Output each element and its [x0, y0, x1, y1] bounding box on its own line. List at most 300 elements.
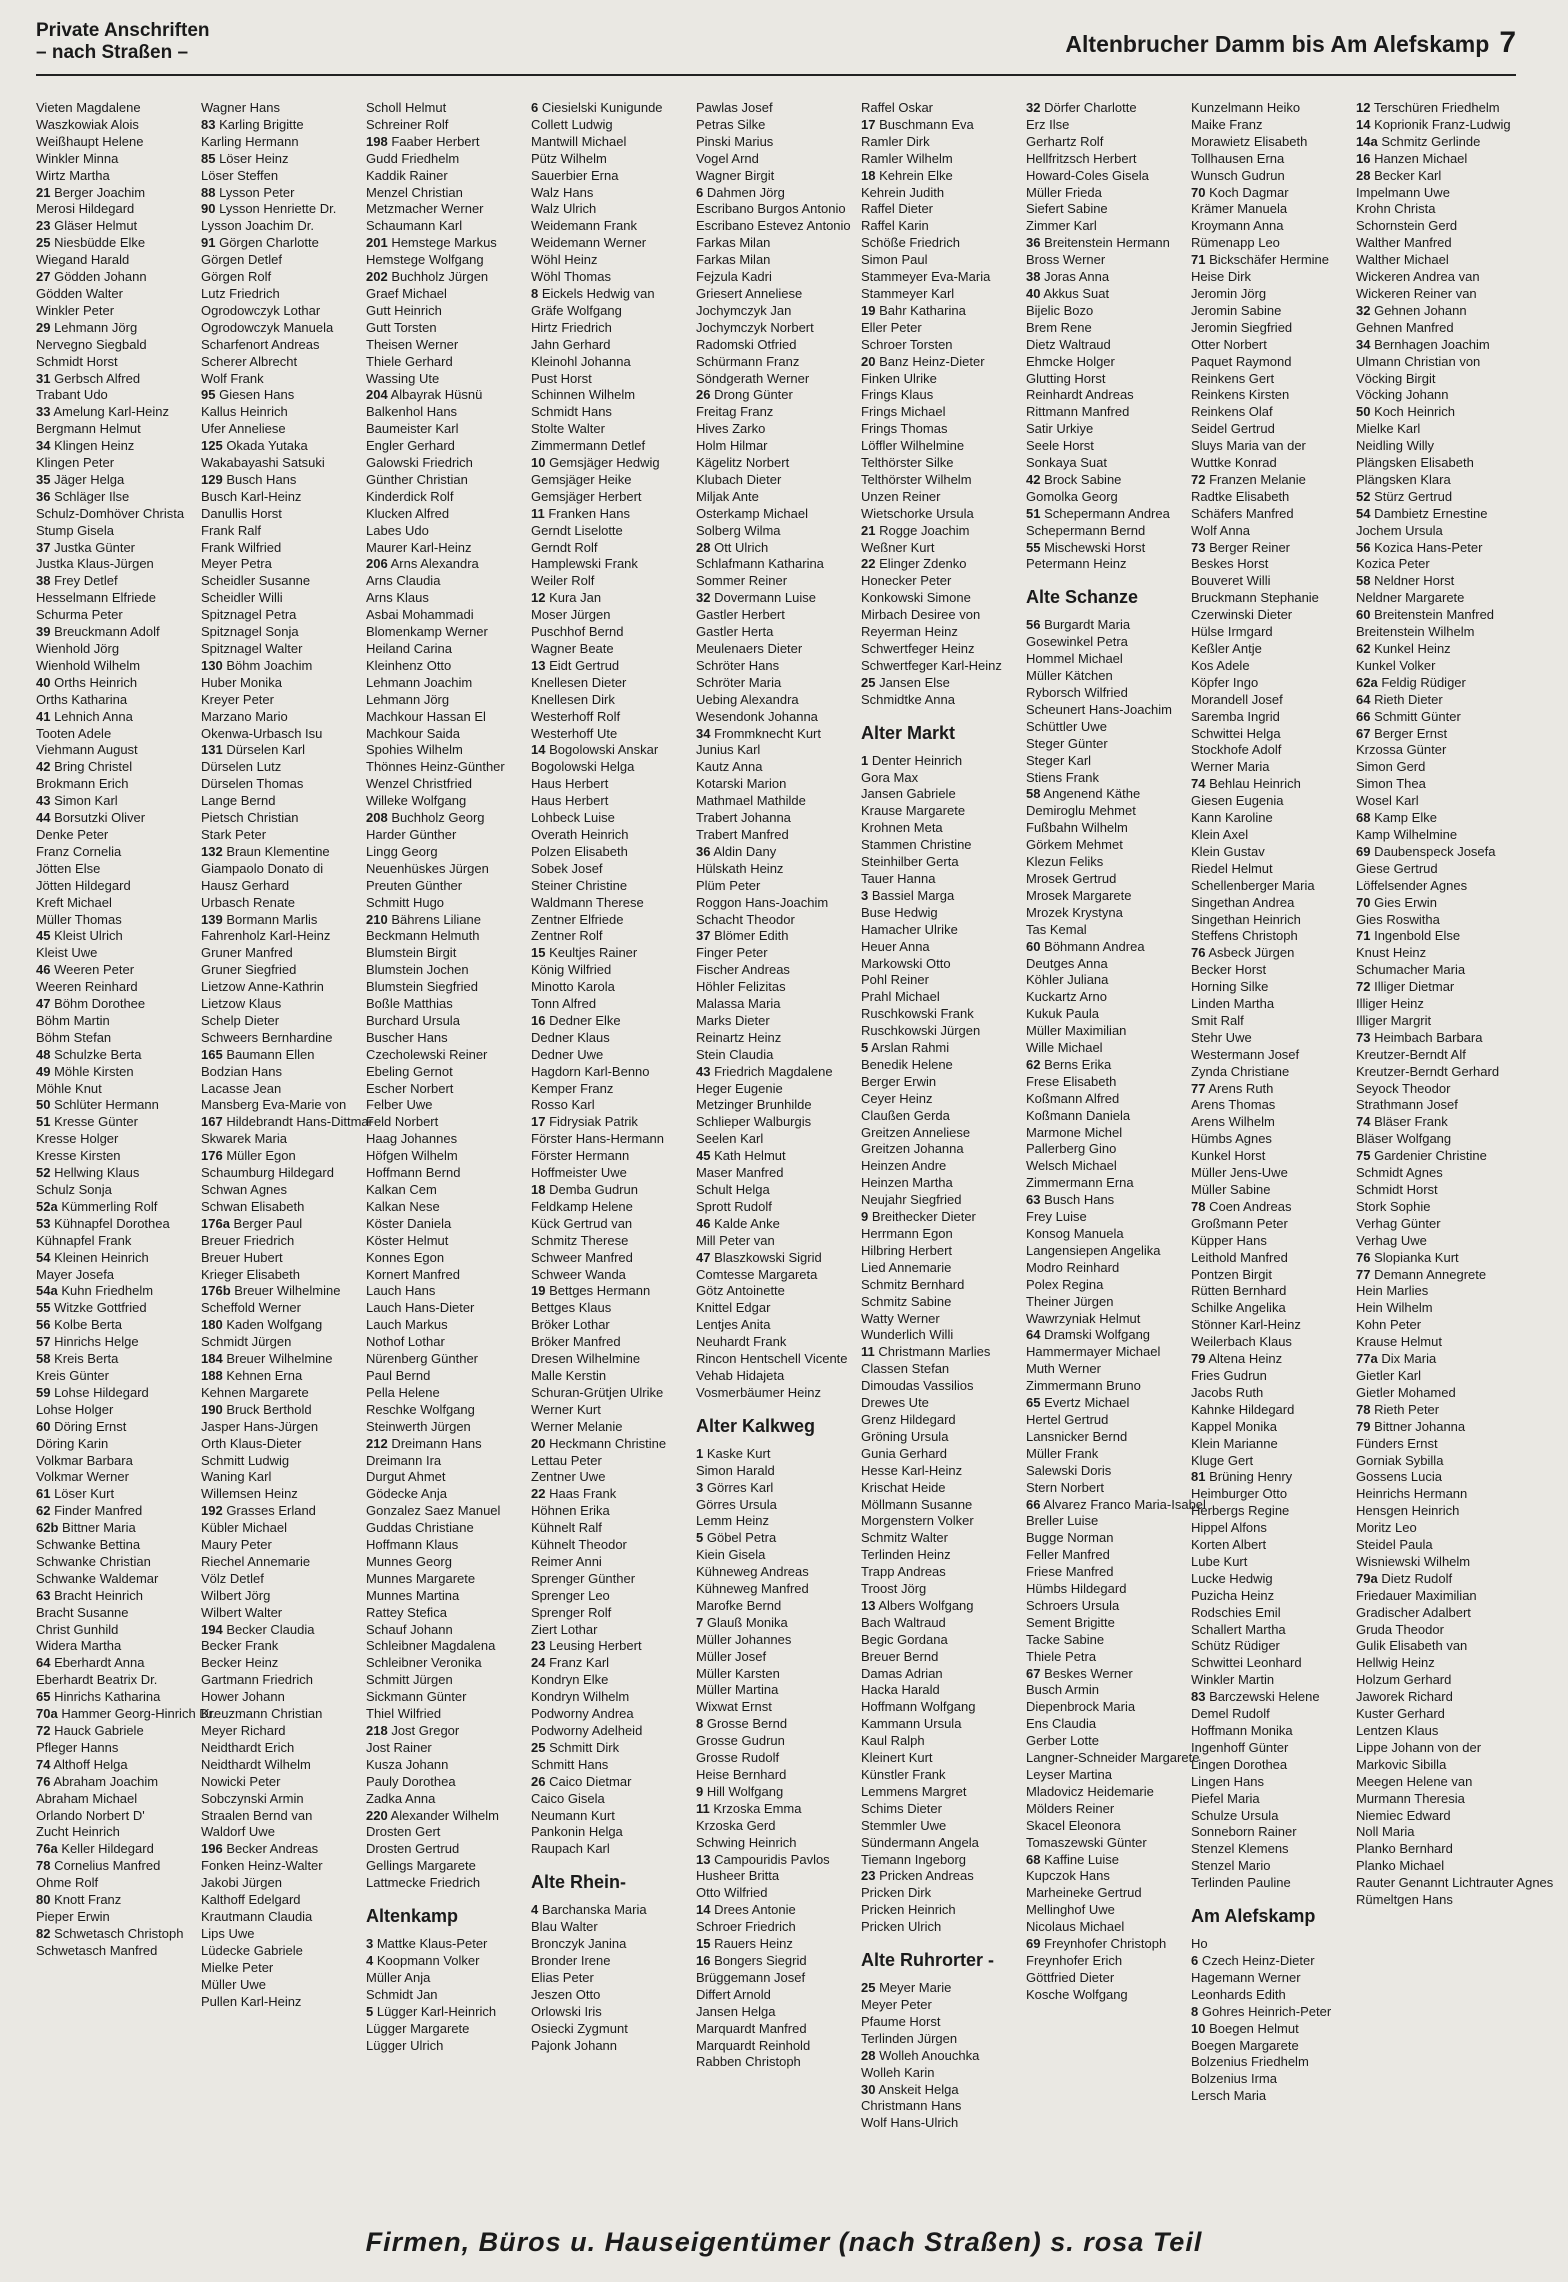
directory-entry: Terlinden Pauline	[1191, 1875, 1291, 1891]
directory-entry: Nervegno Siegbald	[36, 336, 147, 352]
directory-entry: Simon Harald	[696, 1462, 775, 1478]
house-number: 63	[36, 1587, 51, 1603]
directory-entry: Schornstein Gerd	[1356, 218, 1458, 234]
directory-entry: Lentjes Anita	[696, 1317, 771, 1333]
directory-entry: 7 Glauß Monika	[696, 1614, 788, 1630]
house-number: 77	[1191, 1080, 1206, 1096]
page-footer-note: Firmen, Büros u. Hauseigentümer (nach Straßen) s. rosa Teil	[365, 2227, 1203, 2257]
directory-entry: Maike Franz	[1191, 116, 1263, 132]
directory-entry: 5 Lügger Karl-Heinrich	[366, 2003, 497, 2019]
directory-entry: Schuran-Grütjen Ulrike	[531, 1384, 664, 1400]
directory-entry: Müller Jens-Uwe	[1191, 1165, 1288, 1181]
directory-entry: Wesendonk Johanna	[696, 708, 818, 724]
house-number: 60	[36, 1418, 51, 1434]
house-number: 32	[696, 590, 711, 606]
directory-entry: Raffel Oskar	[861, 100, 934, 115]
directory-entry: Kreuzmann Christian	[201, 1706, 323, 1722]
directory-entry: Herrmann Egon	[861, 1226, 953, 1241]
directory-entry: Neuenhüskes Jürgen	[366, 860, 489, 876]
house-number: 64	[1026, 1327, 1041, 1343]
directory-entry: Pust Horst	[531, 370, 592, 386]
directory-entry: Ziert Lothar	[531, 1621, 598, 1637]
directory-entry: Mladovicz Heidemarie	[1026, 1783, 1154, 1799]
directory-entry: Fünders Ernst	[1356, 1435, 1438, 1451]
directory-entry: Schmitz Therese	[531, 1232, 629, 1248]
directory-entry: 6 Czech Heinz-Dieter	[1191, 1952, 1315, 1968]
house-number: 17	[861, 116, 876, 132]
house-number: 83	[201, 116, 216, 132]
house-number: 22	[531, 1486, 546, 1502]
directory-entry: Bolzenius Friedhelm	[1191, 2054, 1309, 2070]
house-number: 1	[861, 752, 869, 768]
directory-entry: Kallus Heinrich	[201, 404, 288, 420]
directory-entry: Zimmermann Detlef	[531, 438, 646, 454]
directory-entry: Otto Wilfried	[696, 1885, 768, 1901]
directory-entry: Heinzen Andre	[861, 1158, 947, 1174]
directory-entry: Podworny Andrea	[531, 1706, 634, 1722]
directory-entry: Trapp Andreas	[861, 1564, 946, 1580]
directory-entry: Wakabayashi Satsuki	[201, 455, 325, 471]
directory-entry: Eberhardt Beatrix Dr.	[36, 1672, 158, 1688]
directory-entry: Bolzenius Irma	[1191, 2071, 1277, 2087]
directory-entry: Marheineke Gertrud	[1026, 1885, 1142, 1901]
directory-entry: 23 Pricken Andreas	[861, 1868, 974, 1884]
house-number: 40	[1026, 285, 1041, 301]
directory-entry: Maury Peter	[201, 1537, 272, 1553]
directory-entry: Wixwat Ernst	[696, 1699, 772, 1715]
directory-entry: Zimmermann Bruno	[1026, 1378, 1141, 1394]
directory-entry: 68 Kaffine Luise	[1026, 1851, 1120, 1867]
directory-entry: Friese Manfred	[1026, 1564, 1114, 1580]
directory-entry: Uebing Alexandra	[696, 691, 799, 707]
directory-entry: Werner Kurt	[531, 1401, 601, 1417]
house-number: 188	[201, 1367, 223, 1383]
directory-entry: Kiein Gisela	[696, 1547, 766, 1563]
directory-entry: Dürselen Thomas	[201, 776, 304, 792]
directory-entry: Schroer Torsten	[861, 336, 953, 352]
directory-entry: Hellfritzsch Herbert	[1026, 150, 1137, 166]
directory-entry: 202 Buchholz Jürgen	[366, 269, 489, 285]
directory-entry: 130 Böhm Joachim	[201, 657, 313, 673]
directory-entry: 50 Schlüter Hermann	[36, 1097, 159, 1113]
directory-entry: 36 Breitenstein Hermann	[1026, 235, 1170, 251]
directory-entry: Jasper Hans-Jürgen	[201, 1418, 319, 1434]
directory-entry: 47 Böhm Dorothee	[36, 996, 146, 1012]
directory-entry: Hülse Irmgard	[1191, 624, 1273, 640]
directory-entry: Ramler Dirk	[861, 133, 930, 149]
header-section-label	[36, 20, 210, 64]
house-number: 60	[1356, 607, 1371, 623]
directory-entry: Förster Hermann	[531, 1148, 630, 1164]
directory-entry: Feller Manfred	[1026, 1547, 1110, 1563]
directory-entry: Wagner Birgit	[696, 167, 775, 183]
directory-entry: 67 Beskes Werner	[1026, 1665, 1133, 1681]
house-number: 11	[531, 505, 545, 521]
directory-entry: Seelen Karl	[696, 1131, 764, 1147]
house-number: 212	[366, 1435, 388, 1451]
house-number: 62	[1356, 641, 1371, 656]
directory-entry: 13 Eidt Gertrud	[531, 657, 620, 673]
directory-entry: Frey Luise	[1026, 1209, 1087, 1225]
directory-entry: Spitznagel Sonja	[201, 624, 299, 640]
directory-entry: 10 Boegen Helmut	[1191, 2020, 1299, 2036]
directory-entry: Hommel Michael	[1026, 651, 1123, 667]
directory-entry: Gastler Herta	[696, 624, 774, 640]
directory-entry: Hirtz Friedrich	[531, 319, 612, 335]
directory-entry: Völz Detlef	[201, 1570, 264, 1586]
directory-entry: Justka Klaus-Jürgen	[36, 556, 154, 572]
directory-entry: Hülskath Heinz	[696, 860, 784, 876]
house-number: 61	[36, 1486, 51, 1502]
directory-entry: 54 Dambietz Ernestine	[1356, 505, 1488, 521]
directory-entry: 11 Christmann Marlies	[861, 1344, 991, 1360]
house-number: 4	[366, 1952, 374, 1968]
directory-columns	[36, 100, 1554, 2215]
house-number: 25	[531, 1739, 546, 1755]
directory-entry: Mölders Reiner	[1026, 1800, 1115, 1816]
directory-entry: Müller Johannes	[696, 1631, 792, 1647]
directory-entry: Tas Kemal	[1026, 921, 1087, 937]
directory-entry: 65 Evertz Michael	[1026, 1395, 1130, 1411]
directory-entry: Marquardt Manfred	[696, 2020, 807, 2036]
directory-entry: Breuer Friedrich	[201, 1232, 295, 1248]
directory-entry: 218 Jost Gregor	[366, 1723, 460, 1738]
house-number: 62	[36, 1503, 51, 1519]
directory-entry: Farkas Milan	[696, 235, 771, 251]
directory-entry: Freitag Franz	[696, 404, 774, 420]
directory-entry: Boegen Margarete	[1191, 2037, 1299, 2053]
house-number: 55	[1026, 539, 1041, 555]
directory-entry: Krieger Elisabeth	[201, 1266, 300, 1282]
directory-entry: Schlieper Walburgis	[696, 1114, 812, 1130]
directory-entry: Kresse Holger	[36, 1131, 119, 1147]
directory-entry: 52 Stürz Gertrud	[1356, 488, 1453, 504]
directory-entry: Orth Klaus-Dieter	[201, 1435, 302, 1451]
directory-entry: Rosso Karl	[531, 1097, 595, 1113]
directory-entry: 44 Borsutzki Oliver	[36, 810, 146, 826]
directory-entry: Löser Steffen	[201, 167, 279, 183]
directory-entry: 201 Hemstege Markus	[366, 235, 497, 251]
directory-entry: Walz Hans	[531, 184, 594, 200]
directory-entry: Fonken Heinz-Walter	[201, 1858, 323, 1874]
directory-entry: Hoffmann Monika	[1191, 1723, 1293, 1738]
house-number: 31	[36, 370, 51, 386]
house-number: 73	[1356, 1029, 1371, 1045]
house-number: 16	[1356, 150, 1371, 166]
house-number: 34	[1356, 336, 1371, 352]
house-number: 28	[1356, 167, 1371, 183]
directory-entry: Thiele Gerhard	[366, 353, 453, 369]
directory-entry: Bröker Manfred	[531, 1334, 621, 1350]
directory-entry: Langensiepen Angelika	[1026, 1242, 1161, 1258]
directory-entry: Hilbring Herbert	[861, 1242, 953, 1258]
directory-entry: Gutt Heinrich	[366, 302, 442, 318]
directory-entry: Vehab Hidajeta	[696, 1367, 785, 1383]
house-number: 198	[366, 133, 388, 149]
directory-entry: Hemstege Wolfgang	[366, 252, 484, 268]
directory-entry: Zucht Heinrich	[36, 1824, 120, 1840]
directory-entry: Balkenhol Hans	[366, 404, 458, 420]
directory-entry: Hesse Karl-Heinz	[861, 1462, 963, 1478]
directory-entry: Hausz Gerhard	[201, 877, 290, 893]
directory-entry: 14a Schmitz Gerlinde	[1356, 133, 1481, 149]
house-number: 25	[861, 1980, 876, 1996]
directory-entry: Breller Luise	[1026, 1513, 1099, 1529]
directory-entry: Schmidtke Anna	[861, 691, 955, 707]
directory-entry: Kotarski Marion	[696, 776, 787, 792]
directory-entry: 54a Kuhn Friedhelm	[36, 1283, 154, 1299]
directory-entry: Ufer Anneliese	[201, 421, 286, 437]
directory-entry: Wöhl Heinz	[531, 252, 598, 268]
house-number: 4	[531, 1902, 539, 1918]
directory-entry: Troost Jörg	[861, 1581, 927, 1597]
directory-entry: Paul Bernd	[366, 1367, 431, 1383]
directory-entry: Lutz Friedrich	[201, 285, 280, 301]
directory-entry: Plängsken Klara	[1356, 471, 1451, 487]
directory-entry: Machkour Hassan El	[366, 708, 486, 724]
directory-entry: 24 Franz Karl	[531, 1655, 610, 1671]
directory-entry: Hümbs Hildegard	[1026, 1581, 1127, 1597]
directory-entry: 58 Kreis Berta	[36, 1351, 119, 1367]
directory-entry: Becker Horst	[1191, 962, 1267, 978]
header-right-title: Altenbrucher Damm bis Am Alefskamp	[1065, 31, 1490, 57]
directory-entry: Fejzula Kadri	[696, 269, 772, 285]
directory-entry: Möllmann Susanne	[861, 1496, 973, 1512]
directory-entry: Stönner Karl-Heinz	[1191, 1317, 1301, 1333]
directory-entry: Wagner Beate	[531, 641, 614, 656]
directory-entry: Heinzen Martha	[861, 1175, 953, 1191]
directory-entry: Klubach Dieter	[696, 471, 782, 487]
house-number: 176b	[201, 1283, 231, 1299]
directory-entry: Scharfenort Andreas	[201, 336, 320, 352]
directory-entry: 16 Hanzen Michael	[1356, 150, 1468, 166]
directory-entry: Siefert Sabine	[1026, 201, 1108, 217]
directory-entry: 60 Döring Ernst	[36, 1418, 127, 1434]
directory-entry: Hagemann Werner	[1191, 1969, 1301, 1985]
directory-entry: 176a Berger Paul	[201, 1215, 303, 1231]
house-number: 180	[201, 1317, 223, 1333]
directory-entry: 17 Fidrysiak Patrik	[531, 1114, 638, 1130]
directory-entry: Osterkamp Michael	[696, 505, 808, 521]
directory-entry: Seele Horst	[1026, 438, 1094, 454]
directory-entry: Raupach Karl	[531, 1841, 610, 1857]
house-number: 95	[201, 387, 216, 403]
directory-entry: Zentner Uwe	[531, 1469, 606, 1485]
directory-entry: Höhler Felizitas	[696, 979, 786, 995]
house-number: 83	[1191, 1689, 1206, 1705]
directory-entry: Polzen Elisabeth	[531, 843, 628, 859]
directory-entry: Schürmann Franz	[696, 353, 800, 369]
directory-entry: Maurer Karl-Heinz	[366, 539, 472, 555]
directory-entry: Caico Gisela	[531, 1790, 605, 1806]
directory-entry: Viehmann August	[36, 742, 138, 758]
directory-entry: Schäfers Manfred	[1191, 505, 1294, 521]
directory-entry: Gossens Lucia	[1356, 1469, 1442, 1485]
directory-entry: Kühnelt Ralf	[531, 1520, 602, 1536]
directory-entry: Lehmann Jörg	[366, 691, 450, 707]
house-number: 15	[696, 1936, 711, 1952]
directory-entry: Sonkaya Suat	[1026, 455, 1107, 471]
directory-entry: Schumacher Maria	[1356, 962, 1466, 978]
directory-entry: 206 Arns Alexandra	[366, 556, 479, 572]
directory-entry: Jahn Gerhard	[531, 336, 611, 352]
directory-entry: Kluge Gert	[1191, 1452, 1254, 1468]
directory-entry: Tauer Hanna	[861, 870, 936, 886]
directory-entry: Scheidler Willi	[201, 590, 283, 606]
directory-column-2	[201, 100, 373, 2215]
directory-entry: 192 Grasses Erland	[201, 1503, 316, 1519]
directory-entry: Lentzen Klaus	[1356, 1723, 1439, 1738]
directory-entry: Niemiec Edward	[1356, 1807, 1451, 1823]
directory-entry: 10 Gemsjäger Hedwig	[531, 455, 660, 471]
directory-entry: Schwanke Christian	[36, 1553, 151, 1569]
directory-entry: Spitznagel Petra	[201, 607, 297, 623]
directory-entry: Reschke Wolfgang	[366, 1401, 475, 1417]
directory-entry: Gemsjäger Herbert	[531, 488, 642, 504]
directory-entry: Kleinohl Johanna	[531, 353, 631, 369]
directory-entry: Kusza Johann	[366, 1756, 449, 1772]
directory-entry: 62 Kunkel Heinz	[1356, 641, 1451, 656]
directory-entry: Nowicki Peter	[201, 1773, 281, 1789]
directory-entry: 15 Rauers Heinz	[696, 1936, 793, 1952]
directory-entry: Czecholewski Reiner	[366, 1046, 488, 1062]
directory-entry: 46 Weeren Peter	[36, 962, 135, 978]
house-number: 37	[36, 539, 51, 555]
directory-entry: Maser Manfred	[696, 1165, 784, 1181]
directory-entry: Tollhausen Erna	[1191, 150, 1285, 166]
directory-entry: 72 Franzen Melanie	[1191, 471, 1306, 487]
directory-entry: Hacka Harald	[861, 1682, 940, 1698]
directory-entry: Heinrichs Hermann	[1356, 1486, 1468, 1502]
directory-entry: Planko Michael	[1356, 1858, 1445, 1874]
directory-entry: Kehrein Judith	[861, 184, 945, 200]
directory-entry: Dreimann Ira	[366, 1452, 442, 1468]
directory-entry: 32 Dovermann Luise	[696, 590, 816, 606]
directory-entry: Kreutzer-Berndt Alf	[1356, 1046, 1466, 1062]
directory-entry: König Wilfried	[531, 962, 612, 978]
directory-entry: Gosewinkel Petra	[1026, 634, 1128, 650]
directory-entry: Köpfer Ingo	[1191, 674, 1259, 690]
directory-entry: Werner Maria	[1191, 759, 1270, 775]
directory-entry: Nürenberg Günther	[366, 1351, 479, 1367]
directory-entry: 73 Berger Reiner	[1191, 539, 1291, 555]
directory-entry: Escribano Estevez Antonio	[696, 218, 851, 234]
directory-entry: Illiger Margrit	[1356, 1012, 1432, 1028]
directory-entry: Heimburger Otto	[1191, 1486, 1288, 1502]
directory-entry: Konsog Manuela	[1026, 1226, 1124, 1241]
directory-entry: Koßmann Alfred	[1026, 1090, 1120, 1106]
directory-entry: Müller Uwe	[201, 1976, 267, 1992]
directory-entry: Dedner Uwe	[531, 1046, 604, 1062]
house-number: 67	[1356, 725, 1371, 741]
directory-entry: Kunzelmann Heiko	[1191, 100, 1301, 115]
directory-entry: Fries Gudrun	[1191, 1367, 1267, 1383]
directory-entry: Haus Herbert	[531, 776, 609, 792]
directory-entry: 60 Breitenstein Manfred	[1356, 607, 1495, 623]
directory-entry: Puschhof Bernd	[531, 624, 624, 640]
directory-entry: Pallerberg Gino	[1026, 1141, 1117, 1157]
directory-entry: Görgen Detlef	[201, 252, 282, 268]
directory-entry: Schleibner Magdalena	[366, 1638, 496, 1654]
directory-entry: Miljak Ante	[696, 488, 759, 504]
directory-entry: Müller Frank	[1026, 1445, 1099, 1461]
directory-entry: Frank Ralf	[201, 522, 261, 538]
directory-entry: Denke Peter	[36, 826, 109, 842]
directory-entry: Bouveret Willi	[1191, 573, 1271, 589]
directory-entry: Raffel Dieter	[861, 201, 934, 217]
house-number: 60	[1026, 938, 1041, 954]
directory-entry: Welsch Michael	[1026, 1158, 1117, 1174]
directory-entry: Werner Melanie	[531, 1418, 623, 1434]
house-number: 204	[366, 387, 388, 403]
directory-entry: Marmone Michel	[1026, 1124, 1123, 1140]
directory-entry: Pfaume Horst	[861, 2013, 941, 2029]
directory-entry: Hagdorn Karl-Benno	[531, 1063, 650, 1079]
house-number: 15	[531, 945, 546, 961]
directory-entry: Skwarek Maria	[201, 1131, 287, 1147]
directory-entry: Bross Werner	[1026, 252, 1106, 268]
directory-entry: 56 Kolbe Berta	[36, 1317, 123, 1333]
directory-entry: Klucken Alfred	[366, 505, 450, 521]
directory-entry: Lügger Margarete	[366, 2020, 470, 2036]
directory-entry: 30 Anskeit Helga	[861, 2081, 959, 2097]
directory-entry: Ramler Wilhelm	[861, 150, 953, 166]
directory-entry: 26 Caico Dietmar	[531, 1773, 632, 1789]
directory-entry: Wienhold Jörg	[36, 641, 120, 656]
directory-entry: 184 Breuer Wilhelmine	[201, 1351, 333, 1367]
directory-entry: Wiegand Harald	[36, 252, 130, 268]
directory-entry: Pricken Dirk	[861, 1885, 932, 1901]
house-number: 165	[201, 1046, 223, 1062]
directory-entry: Muth Werner	[1026, 1361, 1101, 1377]
directory-entry: Munnes Margarete	[366, 1570, 476, 1586]
directory-entry: Reimer Anni	[531, 1553, 602, 1569]
house-number: 14a	[1356, 133, 1378, 149]
directory-entry: 165 Baumann Ellen	[201, 1046, 315, 1062]
directory-entry: Radomski Otfried	[696, 336, 797, 352]
directory-entry: Bogolowski Helga	[531, 759, 635, 775]
directory-entry: Gruner Manfred	[201, 945, 293, 961]
directory-entry: 14 Drees Antonie	[696, 1902, 796, 1918]
directory-entry: Theiner Jürgen	[1026, 1293, 1114, 1309]
house-number: 76	[1191, 945, 1206, 961]
house-number: 5	[696, 1530, 704, 1546]
directory-entry: Morgenstern Volker	[861, 1513, 974, 1529]
directory-entry: Claußen Gerda	[861, 1107, 950, 1123]
directory-entry: Thiel Wilfried	[366, 1706, 442, 1722]
directory-entry: Meulenaers Dieter	[696, 641, 803, 656]
directory-entry: 72 Illiger Dietmar	[1356, 979, 1455, 995]
directory-entry: Göttfried Dieter	[1026, 1969, 1115, 1985]
directory-entry: Lips Uwe	[201, 1925, 255, 1941]
directory-entry: 53 Kühnapfel Dorothea	[36, 1215, 170, 1231]
directory-entry: Steidel Paula	[1356, 1537, 1433, 1553]
directory-entry: Rabben Christoph	[696, 2054, 801, 2070]
house-number: 58	[1356, 573, 1371, 589]
directory-entry: 66 Schmitt Günter	[1356, 708, 1461, 724]
directory-entry: Finken Ulrike	[861, 370, 937, 386]
directory-entry: 54 Kleinen Heinrich	[36, 1249, 149, 1265]
directory-entry: Kägelitz Norbert	[696, 455, 790, 471]
directory-entry: Steiner Christine	[531, 877, 628, 893]
house-number: 77	[1356, 1266, 1371, 1282]
directory-entry: Pfleger Hanns	[36, 1739, 119, 1755]
directory-entry: 21 Rogge Joachim	[861, 522, 970, 538]
directory-entry: Simon Thea	[1356, 776, 1426, 792]
house-number: 38	[36, 573, 51, 589]
directory-entry: 176 Müller Egon	[201, 1148, 296, 1164]
house-number: 5	[366, 2003, 374, 2019]
